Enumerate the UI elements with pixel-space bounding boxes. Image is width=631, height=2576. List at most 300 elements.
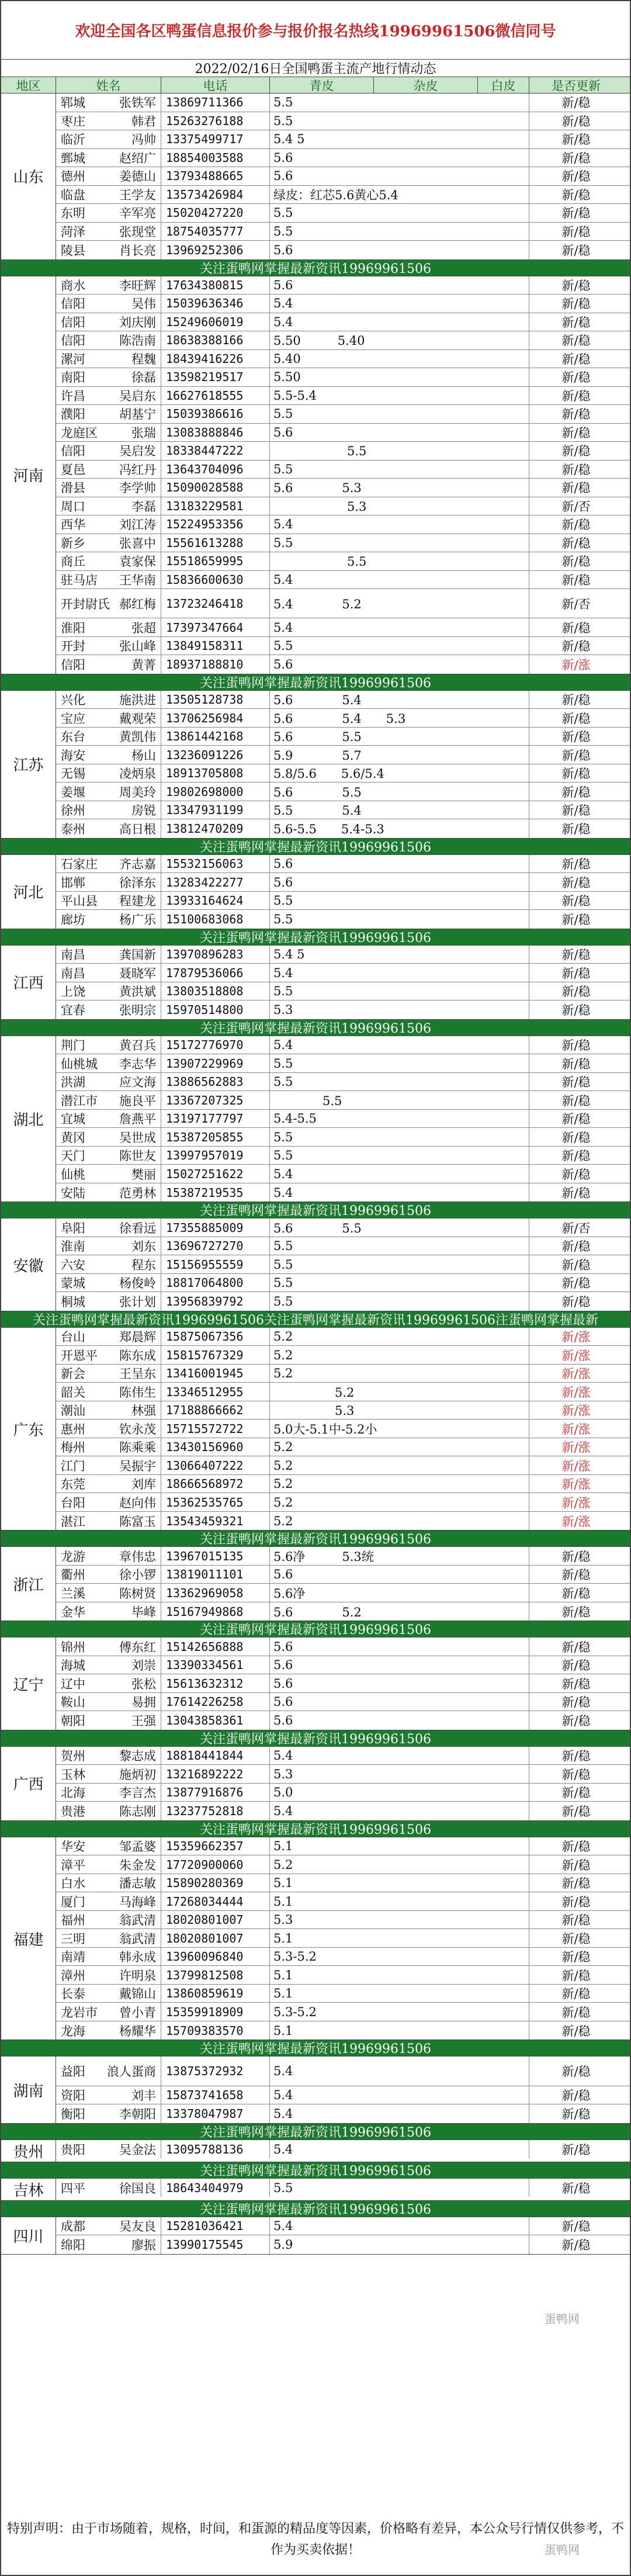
table-row [56, 1328, 630, 1346]
price-value: 5.4 [273, 314, 293, 329]
price-cell [270, 442, 529, 460]
phone-cell: 13347931199 [161, 801, 270, 819]
table-row [56, 2086, 630, 2105]
price-value: 5.50 [273, 370, 301, 385]
table-row [56, 2179, 630, 2197]
price-cell [270, 589, 529, 618]
region-group [1, 1837, 630, 2041]
contact-name: 施良平 [119, 1093, 156, 1108]
contact-name: 房锐 [131, 804, 156, 818]
price-value: 5.6 [273, 278, 293, 292]
phone-cell: 15090028588 [161, 479, 270, 497]
phone-cell: 18020801007 [161, 1929, 270, 1947]
place-label: 枣庄 [61, 114, 85, 129]
update-status: 新/稳 [561, 748, 591, 763]
table-row [56, 331, 630, 350]
table-row [56, 2003, 630, 2021]
phone-cell: 13723246418 [161, 589, 270, 618]
contact-name: 李旺辉 [119, 278, 156, 293]
price-value: 5.6 5.4 5.3 [273, 711, 406, 726]
place-label: 福州 [61, 1913, 85, 1928]
update-status: 新/稳 [561, 1276, 591, 1291]
price-value: 5.4 [273, 2219, 293, 2234]
table-row [56, 1747, 630, 1765]
phone-cell: 15039386616 [161, 405, 270, 423]
contact-name: 张铁军 [119, 96, 156, 110]
table-row [56, 1292, 630, 1311]
place-name-cell [56, 2140, 161, 2159]
place-name-cell [56, 112, 161, 130]
update-status: 新/涨 [561, 1459, 591, 1473]
phone-cell: 18913705808 [161, 764, 270, 783]
update-status: 新/稳 [561, 114, 591, 129]
contact-name: 徐磊 [131, 371, 156, 385]
table-row [56, 764, 630, 783]
place-label: 荆门 [61, 1038, 85, 1053]
price-cell [270, 655, 529, 674]
place-name-cell [56, 2217, 161, 2235]
date-line: 2022/02/16日全国鸭蛋主流产地行情动态 [1, 60, 630, 77]
place-label: 桐城 [61, 1295, 85, 1310]
phone-cell: 16627618555 [161, 387, 270, 405]
phone-cell: 13803518808 [161, 982, 270, 1000]
table-row [56, 1438, 630, 1457]
price-cell [270, 571, 529, 589]
phone-cell: 13236091226 [161, 746, 270, 764]
table-row [56, 1128, 630, 1147]
table-row [56, 1493, 630, 1512]
table-header [1, 77, 630, 94]
region-label: 河南 [1, 276, 56, 674]
place-label: 漯河 [61, 352, 85, 366]
phone-cell: 13346512955 [161, 1383, 270, 1401]
contact-name: 徐看远 [119, 1221, 156, 1235]
table-row [56, 1566, 630, 1584]
table-row [56, 424, 630, 442]
table-row [56, 2235, 630, 2254]
place-label: 开封尉氏 [61, 597, 110, 611]
contact-name: 肖长亮 [119, 243, 156, 258]
place-label: 陵县 [61, 243, 85, 258]
contact-name: 刘崇 [131, 1659, 156, 1673]
table-row [56, 910, 630, 929]
promo-banner: 关注蛋鸭网掌握最新资讯19969961506 [1, 2040, 630, 2056]
place-label: 南阳 [61, 371, 85, 385]
place-label: 商丘 [61, 555, 85, 569]
table-row [56, 1911, 630, 1930]
price-cell [270, 479, 529, 497]
contact-name: 高日根 [119, 822, 156, 837]
update-status: 新/稳 [561, 1239, 591, 1254]
price-value: 5.2 [273, 1458, 293, 1473]
update-status: 新/稳 [561, 1931, 591, 1946]
phone-cell: 15020427220 [161, 204, 270, 222]
phone-cell: 13430156960 [161, 1438, 270, 1456]
update-status: 新/稳 [561, 2238, 591, 2253]
price-cell [270, 1475, 529, 1493]
price-cell [270, 1218, 529, 1237]
update-status: 新/稳 [561, 243, 591, 258]
place-name-cell [56, 764, 161, 783]
price-value: 5.5 [273, 95, 293, 110]
place-name-cell [56, 1637, 161, 1656]
table-row [56, 2056, 630, 2086]
price-value: 绿皮：红芯5.6黄心5.4 [273, 188, 398, 202]
phone-cell: 15387205855 [161, 1128, 270, 1146]
place-label: 濮阳 [61, 407, 85, 422]
table-row [56, 387, 630, 406]
update-status: 新/稳 [561, 1876, 591, 1891]
price-cell [270, 1765, 529, 1783]
price-value: 5.0大-5.1中-5.2小 [273, 1422, 377, 1436]
place-label: 新会 [61, 1367, 85, 1382]
update-status: 新/稳 [561, 1003, 591, 1018]
place-name-cell [56, 1566, 161, 1584]
contact-name: 吴友良 [119, 2220, 156, 2234]
phone-cell: 18643404979 [161, 2179, 270, 2197]
region-label: 浙江 [1, 1547, 56, 1621]
phone-cell: 19802698000 [161, 783, 270, 801]
region-group [1, 2217, 630, 2255]
update-status: 新/稳 [561, 206, 591, 221]
price-cell [270, 1036, 529, 1054]
table-row [56, 819, 630, 838]
price-cell [270, 1419, 529, 1438]
contact-name: 郝红梅 [119, 597, 156, 611]
price-value: 5.4 [273, 620, 293, 635]
price-cell [270, 801, 529, 819]
price-cell [270, 1165, 529, 1183]
contact-name: 辛军亮 [119, 206, 156, 221]
region-label: 福建 [1, 1837, 56, 2040]
price-value: 5.6 [273, 657, 293, 672]
place-label: 东莞 [61, 1477, 85, 1492]
place-name-cell [56, 1091, 161, 1109]
price-value: 5.4 [273, 296, 293, 311]
place-name-cell [56, 801, 161, 819]
update-status: 新/稳 [561, 151, 591, 165]
place-label: 潜江市 [61, 1093, 98, 1108]
place-name-cell [56, 461, 161, 479]
table-row [56, 1637, 630, 1656]
contact-name: 张山峰 [119, 639, 156, 654]
update-status: 新/稳 [561, 1258, 591, 1272]
place-label: 资阳 [61, 2089, 85, 2103]
place-label: 商水 [61, 278, 85, 293]
update-status: 新/稳 [561, 2181, 591, 2196]
table-row [56, 1147, 630, 1165]
table-row [56, 946, 630, 964]
header-mixed-shell: 杂皮 [374, 77, 478, 93]
contact-name: 陈东成 [119, 1348, 156, 1363]
place-name-cell [56, 1948, 161, 1966]
update-status: 新/稳 [561, 1805, 591, 1819]
update-status: 新/否 [561, 499, 591, 514]
place-name-cell [56, 589, 161, 618]
place-label: 滑县 [61, 481, 85, 496]
region-group [1, 855, 630, 929]
place-label: 临沂 [61, 133, 85, 147]
price-value: 5.4 [273, 2088, 293, 2103]
phone-cell: 13956839792 [161, 1292, 270, 1311]
phone-cell: 18854003588 [161, 149, 270, 167]
table-row [56, 964, 630, 982]
header-white-shell: 白皮 [478, 77, 529, 93]
table-row [56, 1346, 630, 1365]
price-value: 5.2 [273, 1514, 293, 1528]
update-status: 新/稳 [561, 1130, 591, 1145]
price-value: 5.5-5.4 [273, 388, 317, 403]
contact-name: 施炳初 [119, 1767, 156, 1782]
price-value: 5.5 [273, 1276, 293, 1290]
table-row [56, 2140, 630, 2159]
table-row [56, 1165, 630, 1183]
promo-banner: 关注蛋鸭网掌握最新资讯19969961506 [1, 1202, 630, 1218]
price-value: 5.6 [273, 1567, 293, 1582]
phone-cell: 13643704096 [161, 461, 270, 479]
table-row [56, 1892, 630, 1911]
place-label: 华安 [61, 1840, 85, 1854]
contact-name: 王呈东 [119, 1367, 156, 1382]
place-name-cell [56, 1000, 161, 1019]
region-label: 湖南 [1, 2056, 56, 2123]
contact-name: 黄凯伟 [119, 730, 156, 745]
price-cell [270, 764, 529, 783]
update-status: 新/稳 [561, 767, 591, 781]
update-status: 新/稳 [561, 1895, 591, 1909]
region-label: 湖北 [1, 1036, 56, 1202]
place-name-cell [56, 1929, 161, 1947]
update-status: 新/稳 [561, 425, 591, 440]
contact-name: 曾小青 [119, 2005, 156, 2020]
contact-name: 吴世成 [119, 1130, 156, 1145]
place-label: 安陆 [61, 1186, 85, 1200]
place-name-cell [56, 94, 161, 112]
place-label: 成都 [61, 2220, 85, 2234]
price-cell [270, 1110, 529, 1128]
phone-cell: 13933164624 [161, 892, 270, 910]
place-name-cell [56, 855, 161, 873]
place-name-cell [56, 167, 161, 185]
price-cell [270, 1401, 529, 1419]
price-value: 5.4 5.2 [273, 597, 362, 611]
region-group [1, 1328, 630, 1531]
price-cell [270, 1656, 529, 1674]
contact-name: 陈伟生 [119, 1385, 156, 1400]
price-cell [270, 2104, 529, 2123]
promo-banner: 关注蛋鸭网掌握最新资讯19969961506 [1, 1621, 630, 1637]
table-row [56, 2104, 630, 2123]
region-group [1, 276, 630, 674]
phone-cell: 15172776970 [161, 1036, 270, 1054]
place-label: 新乡 [61, 536, 85, 550]
contact-name: 杨山 [131, 748, 156, 763]
disclaimer: 特别声明：由于市场随着，规格，时间，和蛋源的精品度等因素，价格略有差异，本公众号行情仅供参考，不作为买卖依据！ [7, 2522, 625, 2557]
place-label: 贵港 [61, 1805, 85, 1819]
update-status: 新/稳 [561, 1695, 591, 1710]
price-cell [270, 1328, 529, 1346]
place-label: 海城 [61, 1659, 85, 1673]
place-label: 鄄城 [61, 151, 85, 165]
place-label: 天门 [61, 1149, 85, 1164]
contact-name: 杨广乐 [119, 913, 156, 927]
place-label: 仙桃 [61, 1167, 85, 1182]
table-row [56, 1929, 630, 1948]
contact-name: 黄召兵 [119, 1038, 156, 1053]
place-label: 湛江 [61, 1514, 85, 1529]
update-status: 新/稳 [561, 407, 591, 422]
price-value: 5.4 [273, 2142, 293, 2156]
place-name-cell [56, 1837, 161, 1855]
phone-cell: 13390334561 [161, 1656, 270, 1674]
table-row [56, 405, 630, 424]
price-cell [270, 1255, 529, 1273]
phone-cell: 18937188810 [161, 655, 270, 674]
price-cell [270, 1784, 529, 1802]
table-row [56, 130, 630, 149]
price-value: 5.4 [273, 2107, 293, 2121]
price-value: 5.4 [273, 572, 293, 587]
contact-name: 程建龙 [119, 894, 156, 909]
contact-name: 韩君 [131, 114, 156, 129]
price-cell [270, 1874, 529, 1892]
promo-banner: 关注蛋鸭网掌握最新资讯19969961506 [1, 2124, 630, 2140]
price-cell [270, 223, 529, 241]
price-value: 5.4 [273, 1185, 293, 1200]
table-row [56, 295, 630, 313]
phone-cell: 13416001945 [161, 1365, 270, 1383]
contact-name: 徐泽东 [119, 875, 156, 890]
place-name-cell [56, 1165, 161, 1183]
contact-name: 张松 [131, 1677, 156, 1691]
place-name-cell [56, 368, 161, 386]
place-label: 益阳 [61, 2065, 85, 2079]
phone-cell: 13849158311 [161, 637, 270, 655]
contact-name: 袁家保 [119, 555, 156, 569]
price-value: 5.2 [273, 1857, 293, 1872]
phone-cell: 13216892222 [161, 1765, 270, 1783]
place-name-cell [56, 2003, 161, 2021]
table-row [56, 1036, 630, 1055]
price-cell [270, 783, 529, 801]
update-status: 新/稳 [561, 822, 591, 837]
price-value: 5.6 [273, 150, 293, 165]
phone-cell: 13573426984 [161, 186, 270, 204]
contact-name: 林强 [131, 1404, 156, 1418]
place-name-cell [56, 1128, 161, 1146]
table-row [56, 801, 630, 820]
price-value: 5.4 [273, 517, 293, 532]
contact-name: 吴金法 [119, 2142, 156, 2157]
place-name-cell [56, 1765, 161, 1783]
place-label: 海安 [61, 748, 85, 763]
table-row [56, 515, 630, 534]
place-label: 台阳 [61, 1495, 85, 1510]
place-name-cell [56, 1874, 161, 1892]
place-name-cell [56, 1292, 161, 1311]
price-cell [270, 149, 529, 167]
update-status: 新/涨 [561, 1348, 591, 1363]
price-value: 5.5 5.4 [273, 804, 362, 818]
table-row [56, 855, 630, 874]
place-label: 信阳 [61, 658, 85, 673]
update-status: 新/稳 [561, 297, 591, 311]
price-value: 5.4-5.5 [273, 1112, 317, 1126]
place-label: 白水 [61, 1876, 85, 1891]
table-row [56, 2021, 630, 2040]
update-status: 新/稳 [561, 334, 591, 348]
promo-banner: 关注蛋鸭网掌握最新资讯19969961506 [1, 2162, 630, 2179]
place-name-cell [56, 873, 161, 891]
phone-cell: 17614226258 [161, 1693, 270, 1711]
contact-name: 吴振宇 [119, 1459, 156, 1473]
place-name-cell [56, 964, 161, 982]
update-status: 新/稳 [561, 875, 591, 890]
update-status: 新/稳 [561, 1677, 591, 1691]
update-status: 新/稳 [561, 2065, 591, 2079]
price-cell [270, 637, 529, 655]
place-name-cell [56, 223, 161, 241]
phone-cell: 15970514800 [161, 1000, 270, 1019]
place-label: 鞍山 [61, 1695, 85, 1710]
price-value: 5.4 [273, 1166, 293, 1181]
update-status: 新/稳 [561, 1057, 591, 1071]
table-row [56, 534, 630, 553]
price-cell [270, 1948, 529, 1966]
price-value: 5.5 [273, 639, 293, 653]
table-row [56, 350, 630, 369]
region-group [1, 1547, 630, 1621]
place-label: 淮阳 [61, 621, 85, 635]
table-row [56, 1110, 630, 1128]
contact-name: 程魏 [131, 352, 156, 366]
phone-cell: 17397347664 [161, 618, 270, 636]
price-value: 5.3 [273, 1767, 293, 1781]
place-name-cell [56, 1328, 161, 1346]
place-name-cell [56, 1493, 161, 1511]
price-cell [270, 892, 529, 910]
price-cell [270, 130, 529, 148]
contact-name: 应文海 [119, 1075, 156, 1090]
table-row [56, 1218, 630, 1237]
phone-cell: 15387219535 [161, 1183, 270, 1202]
phone-cell: 15890280369 [161, 1874, 270, 1892]
table-row [56, 1054, 630, 1073]
place-name-cell [56, 442, 161, 460]
table-row [56, 691, 630, 709]
update-status: 新/稳 [561, 169, 591, 184]
price-value: 5.6 5.5 [273, 730, 362, 745]
price-cell [270, 1547, 529, 1565]
place-name-cell [56, 1512, 161, 1531]
table-row [56, 1547, 630, 1566]
price-cell [270, 241, 529, 259]
phone-cell: 13869711366 [161, 94, 270, 112]
table-row [56, 552, 630, 571]
price-cell [270, 2140, 529, 2159]
table-row [56, 479, 630, 497]
place-label: 宜城 [61, 1112, 85, 1127]
price-value: 5.2 [273, 1477, 293, 1491]
place-label: 江门 [61, 1459, 85, 1473]
update-status: 新/稳 [561, 1786, 591, 1801]
update-status: 新/稳 [561, 1295, 591, 1310]
header-green-shell: 青皮 [270, 77, 374, 93]
contact-name: 姜德山 [119, 169, 156, 184]
phone-cell: 13886562883 [161, 1073, 270, 1091]
update-status: 新/稳 [561, 1987, 591, 2002]
phone-cell: 15027251622 [161, 1165, 270, 1183]
